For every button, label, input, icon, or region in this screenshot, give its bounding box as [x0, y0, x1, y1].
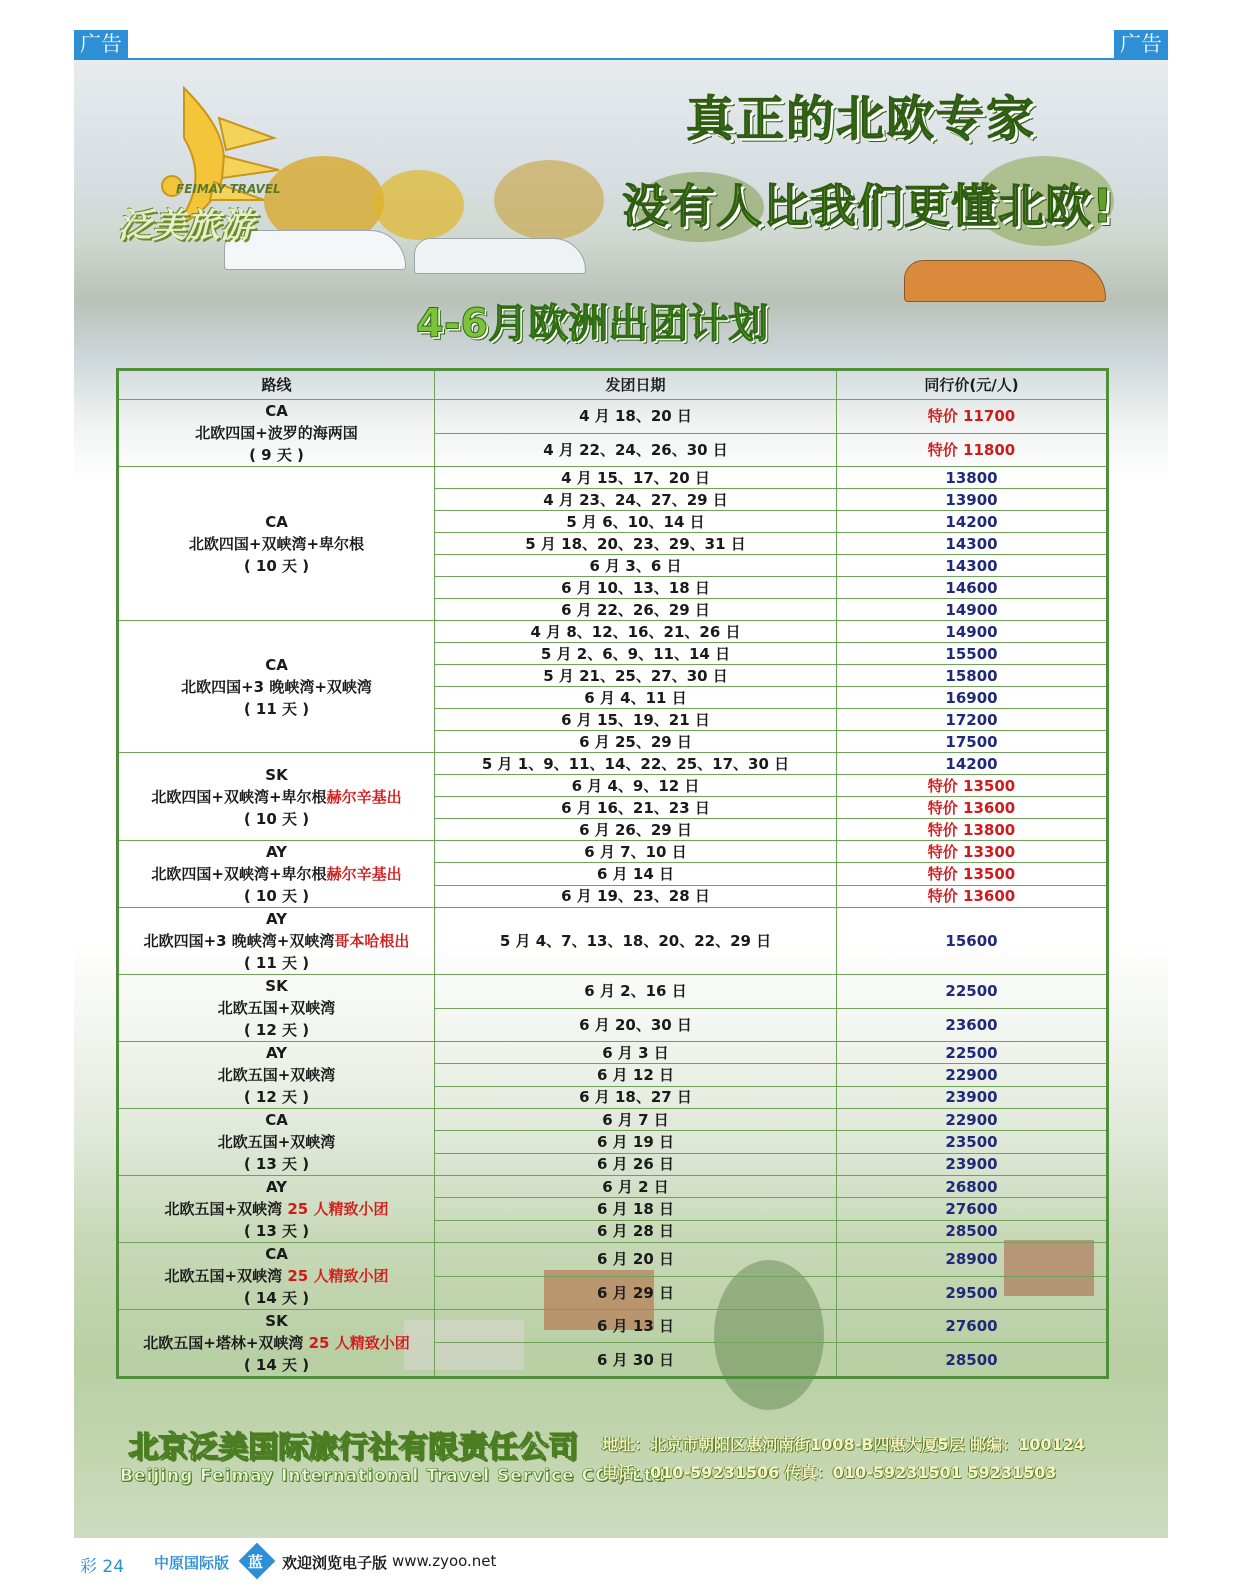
departure-dates: 6 月 20 日	[435, 1243, 837, 1277]
price: 23600	[837, 1008, 1108, 1042]
route-text: 北欧五国+双峡湾	[217, 1133, 336, 1151]
departure-dates: 4 月 18、20 日	[435, 400, 837, 434]
departure-dates: 6 月 15、19、21 日	[435, 709, 837, 731]
trip-duration: ( 14 天 )	[243, 1356, 310, 1374]
special-price: 特价 11700	[837, 400, 1108, 434]
route-name	[119, 1064, 434, 1086]
price: 22500	[837, 1042, 1108, 1064]
table-row	[118, 1176, 1108, 1198]
route-text: 北欧四国+双峡湾+卑尔根	[151, 787, 327, 806]
autumn-tree	[494, 160, 604, 240]
departure-dates: 6 月 3 日	[435, 1042, 837, 1064]
edition-name: 中原国际版	[154, 1554, 230, 1572]
route-text: 北欧五国+双峡湾	[164, 1200, 288, 1218]
departure-dates: 6 月 7、10 日	[435, 841, 837, 863]
headline-slogan: 没有人比我们更懂北欧!	[622, 179, 1114, 233]
airline-code: AY	[265, 1178, 288, 1196]
route-text: 北欧四国+3 晚峡湾+双峡湾	[181, 677, 372, 696]
airline-code: AY	[265, 910, 288, 928]
departure-dates: 6 月 26 日	[435, 1153, 837, 1175]
route-name	[119, 786, 434, 808]
route-name	[119, 1265, 434, 1287]
airline-code: CA	[265, 1111, 288, 1129]
departure-dates: 6 月 18 日	[435, 1198, 837, 1220]
departure-dates: 6 月 4、9、12 日	[435, 775, 837, 797]
route-text: 北欧五国+双峡湾	[164, 1267, 288, 1285]
route-cell	[118, 1042, 435, 1109]
company-name-en: Beijing Feimay International Travel Service CO., Ltd	[120, 1466, 667, 1486]
table-row	[118, 975, 1108, 1009]
route-name	[119, 863, 434, 885]
route-highlight: 25 人精致小团	[287, 1267, 389, 1285]
price: 22900	[837, 1064, 1108, 1086]
autumn-tree	[374, 170, 464, 240]
departure-dates: 6 月 14 日	[435, 863, 837, 885]
trip-duration: ( 12 天 )	[243, 1021, 310, 1039]
trip-duration: ( 10 天 )	[243, 809, 310, 828]
table-header-row	[118, 370, 1108, 400]
price: 27600	[837, 1310, 1108, 1343]
departure-dates: 4 月 8、12、16、21、26 日	[435, 621, 837, 643]
departure-dates: 6 月 18、27 日	[435, 1086, 837, 1108]
price: 15800	[837, 665, 1108, 687]
header-route: 路线	[118, 370, 435, 400]
route-cell	[118, 975, 435, 1042]
table-row	[118, 1243, 1108, 1277]
route-name	[119, 997, 434, 1019]
table-row	[118, 753, 1108, 775]
price: 23900	[837, 1086, 1108, 1108]
website-link[interactable]: www.zyoo.net	[392, 1552, 497, 1570]
table-row	[118, 400, 1108, 434]
special-price: 特价 13500	[837, 863, 1108, 885]
departure-dates: 6 月 26、29 日	[435, 819, 837, 841]
price: 13900	[837, 489, 1108, 511]
welcome-text: 欢迎浏览电子版	[282, 1554, 388, 1572]
table-row	[118, 1109, 1108, 1131]
company-name-cn: 北京泛美国际旅行社有限责任公司	[128, 1430, 578, 1465]
edition-badge-text: 蓝	[248, 1553, 264, 1571]
airline-code: CA	[265, 512, 288, 531]
company-address: 地址：北京市朝阳区惠河南街1008-B四惠大厦5层 邮编：100124	[602, 1435, 1085, 1454]
route-cell	[118, 621, 435, 753]
price: 13800	[837, 467, 1108, 489]
trip-duration: ( 10 天 )	[243, 556, 310, 575]
departure-dates: 6 月 12 日	[435, 1064, 837, 1086]
trip-duration: ( 11 天 )	[243, 699, 310, 718]
route-cell	[118, 841, 435, 908]
departure-dates: 4 月 22、24、26、30 日	[435, 433, 837, 467]
departure-dates: 6 月 4、11 日	[435, 687, 837, 709]
route-cell	[118, 753, 435, 841]
advertisement-poster	[74, 60, 1168, 1538]
boat	[904, 260, 1106, 302]
special-price: 特价 13800	[837, 819, 1108, 841]
table-row	[118, 467, 1108, 489]
departure-dates: 4 月 23、24、27、29 日	[435, 489, 837, 511]
trip-duration: ( 10 天 )	[243, 887, 310, 905]
special-price: 特价 11800	[837, 433, 1108, 467]
price: 14200	[837, 511, 1108, 533]
route-text: 北欧四国+3 晚峡湾+双峡湾	[143, 932, 335, 950]
departure-dates: 6 月 29 日	[435, 1276, 837, 1310]
price: 14300	[837, 555, 1108, 577]
route-name	[119, 422, 434, 444]
trip-duration: ( 9 天 )	[249, 446, 304, 464]
route-text: 北欧四国+双峡湾+卑尔根	[151, 865, 327, 883]
departure-dates: 6 月 2 日	[435, 1176, 837, 1198]
headline-expert: 真正的北欧专家	[686, 91, 1037, 147]
route-text: 北欧五国+双峡湾	[217, 1066, 336, 1084]
header-price: 同行价(元/人)	[837, 370, 1108, 400]
logo-chinese: 泛美旅游	[118, 206, 254, 246]
route-name	[119, 533, 434, 555]
price: 15500	[837, 643, 1108, 665]
price: 29500	[837, 1276, 1108, 1310]
table-row	[118, 1042, 1108, 1064]
route-cell	[118, 400, 435, 467]
departure-dates: 6 月 22、26、29 日	[435, 599, 837, 621]
price: 16900	[837, 687, 1108, 709]
trip-duration: ( 13 天 )	[243, 1155, 310, 1173]
price: 17200	[837, 709, 1108, 731]
route-highlight: 赫尔辛基出	[326, 787, 402, 806]
departure-dates: 6 月 25、29 日	[435, 731, 837, 753]
route-cell	[118, 1176, 435, 1243]
price: 22500	[837, 975, 1108, 1009]
trip-duration: ( 11 天 )	[243, 954, 310, 972]
price: 15600	[837, 908, 1108, 975]
departure-dates: 6 月 30 日	[435, 1343, 837, 1378]
table-row	[118, 621, 1108, 643]
route-cell	[118, 467, 435, 621]
departure-dates: 5 月 2、6、9、11、14 日	[435, 643, 837, 665]
table-row	[118, 841, 1108, 863]
price: 14900	[837, 621, 1108, 643]
trip-duration: ( 14 天 )	[243, 1289, 310, 1307]
departure-dates: 6 月 2、16 日	[435, 975, 837, 1009]
table-body	[118, 400, 1108, 1378]
airline-code: CA	[265, 655, 288, 674]
price: 28500	[837, 1343, 1108, 1378]
price: 23500	[837, 1131, 1108, 1153]
price: 14300	[837, 533, 1108, 555]
price: 28500	[837, 1220, 1108, 1242]
boat	[414, 238, 586, 274]
route-highlight: 哥本哈根出	[334, 932, 410, 950]
route-name	[119, 930, 434, 952]
price: 17500	[837, 731, 1108, 753]
airline-code: CA	[265, 1245, 288, 1263]
route-highlight: 25 人精致小团	[287, 1200, 389, 1218]
route-name	[119, 1198, 434, 1220]
route-highlight: 赫尔辛基出	[326, 865, 402, 883]
departure-dates: 6 月 7 日	[435, 1109, 837, 1131]
page-footer	[80, 1548, 1080, 1578]
price: 14200	[837, 753, 1108, 775]
trip-duration: ( 13 天 )	[243, 1222, 310, 1240]
price: 22900	[837, 1109, 1108, 1131]
price: 14600	[837, 577, 1108, 599]
airline-code: SK	[265, 1312, 288, 1330]
route-text: 北欧五国+双峡湾	[217, 999, 336, 1017]
departure-dates: 4 月 15、17、20 日	[435, 467, 837, 489]
price: 26800	[837, 1176, 1108, 1198]
route-text: 北欧五国+塔林+双峡湾	[143, 1334, 309, 1352]
route-name	[119, 676, 434, 698]
price: 28900	[837, 1243, 1108, 1277]
departure-dates: 6 月 13 日	[435, 1310, 837, 1343]
route-cell	[118, 1243, 435, 1310]
header-dates: 发团日期	[435, 370, 837, 400]
table-row	[118, 1310, 1108, 1343]
departure-dates: 6 月 3、6 日	[435, 555, 837, 577]
price: 14900	[837, 599, 1108, 621]
departure-dates: 5 月 1、9、11、14、22、25、17、30 日	[435, 753, 837, 775]
table-row	[118, 908, 1108, 975]
ad-tag-left: 广告	[74, 30, 128, 58]
company-phone: 电话：010-59231506 传真：010-59231501 59231503	[602, 1463, 1057, 1482]
price: 27600	[837, 1198, 1108, 1220]
route-name	[119, 1131, 434, 1153]
airline-code: SK	[265, 977, 288, 995]
departure-dates: 6 月 16、21、23 日	[435, 797, 837, 819]
special-price: 特价 13300	[837, 841, 1108, 863]
ad-tag-right: 广告	[1114, 30, 1168, 58]
departure-dates: 5 月 18、20、23、29、31 日	[435, 533, 837, 555]
airline-code: AY	[265, 1044, 288, 1062]
logo-english: FEIMAY TRAVEL	[176, 182, 281, 196]
price: 23900	[837, 1153, 1108, 1175]
route-cell	[118, 1109, 435, 1176]
route-cell	[118, 1310, 435, 1378]
departure-dates: 5 月 6、10、14 日	[435, 511, 837, 533]
special-price: 特价 13500	[837, 775, 1108, 797]
plan-title: 4-6月欧洲出团计划	[416, 301, 769, 347]
departure-dates: 6 月 19、23、28 日	[435, 885, 837, 907]
route-cell	[118, 908, 435, 975]
tour-schedule-table	[116, 368, 1109, 1379]
special-price: 特价 13600	[837, 797, 1108, 819]
page-number: 彩 24	[80, 1557, 125, 1577]
route-text: 北欧四国+双峡湾+卑尔根	[188, 534, 365, 553]
route-text: 北欧四国+波罗的海两国	[195, 424, 358, 442]
airline-code: AY	[265, 843, 288, 861]
special-price: 特价 13600	[837, 885, 1108, 907]
departure-dates: 6 月 28 日	[435, 1220, 837, 1242]
departure-dates: 6 月 10、13、18 日	[435, 577, 837, 599]
departure-dates: 6 月 20、30 日	[435, 1008, 837, 1042]
trip-duration: ( 12 天 )	[243, 1088, 310, 1106]
departure-dates: 6 月 19 日	[435, 1131, 837, 1153]
route-highlight: 25 人精致小团	[308, 1334, 410, 1352]
route-name	[119, 1332, 434, 1354]
airline-code: CA	[265, 402, 288, 420]
departure-dates: 5 月 4、7、13、18、20、22、29 日	[435, 908, 837, 975]
departure-dates: 5 月 21、25、27、30 日	[435, 665, 837, 687]
airline-code: SK	[265, 765, 288, 784]
